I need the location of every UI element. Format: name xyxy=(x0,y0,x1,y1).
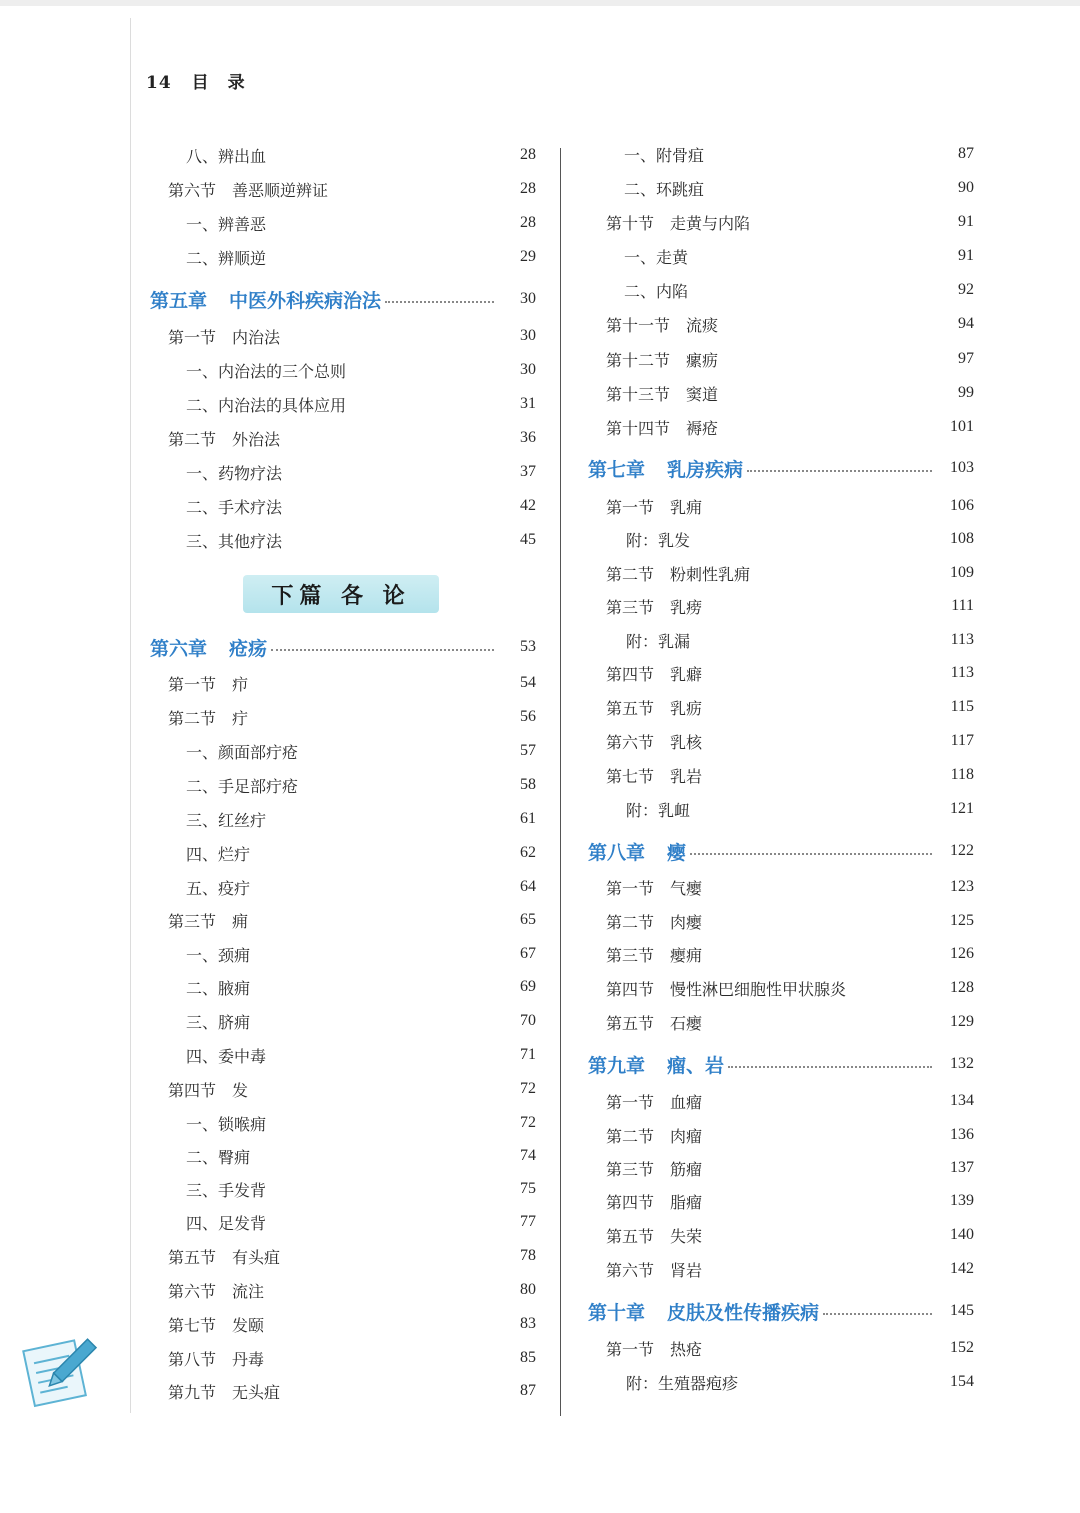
page-ref: 90 xyxy=(958,179,974,196)
entry-title: 第四节 乳癖 xyxy=(606,664,703,684)
toc-section-entry xyxy=(588,561,974,585)
toc-section-entry xyxy=(588,661,974,685)
toc-section-entry xyxy=(588,695,974,719)
chapter-title: 瘤、岩 xyxy=(667,1054,725,1077)
page-ref: 36 xyxy=(520,429,536,446)
entry-title: 第一节 内治法 xyxy=(168,327,281,347)
page-ref: 87 xyxy=(520,1382,536,1399)
page-ref: 72 xyxy=(520,1114,536,1131)
toc-item-entry xyxy=(150,1144,536,1168)
dot-leader xyxy=(271,649,494,651)
toc-appendix-entry xyxy=(588,628,974,652)
page-ref: 121 xyxy=(950,800,974,817)
toc-section-entry xyxy=(150,1346,536,1370)
page-ref: 28 xyxy=(520,214,536,231)
toc-item-entry xyxy=(150,1177,536,1201)
toc-item-entry xyxy=(150,1111,536,1135)
entry-title: 一、走黄 xyxy=(624,247,689,267)
toc-item-entry xyxy=(150,975,536,999)
entry-title: 二、环跳疽 xyxy=(624,179,705,199)
toc-item-entry xyxy=(588,244,974,268)
page-ref: 117 xyxy=(950,732,974,749)
page-ref: 70 xyxy=(520,1012,536,1029)
page-ref: 75 xyxy=(520,1180,536,1197)
page-ref: 109 xyxy=(950,564,974,581)
toc-section-entry xyxy=(588,210,974,234)
entry-title: 二、手术疗法 xyxy=(186,497,283,517)
entry-title: 第二节 外治法 xyxy=(168,429,281,449)
entry-title: 第四节 慢性淋巴细胞性甲状腺炎 xyxy=(606,979,847,999)
page-ref: 56 xyxy=(520,708,536,725)
toc-item-entry xyxy=(150,392,536,416)
page-ref: 111 xyxy=(951,597,974,614)
toc-appendix-entry xyxy=(588,1370,974,1394)
entry-title: 一、锁喉痈 xyxy=(186,1114,267,1134)
page-ref: 62 xyxy=(520,844,536,861)
entry-title: 三、红丝疔 xyxy=(186,810,267,830)
entry-title: 四、委中毒 xyxy=(186,1046,267,1066)
toc-item-entry xyxy=(588,142,974,166)
chapter-title: 瘿 xyxy=(667,841,687,864)
page-ref: 145 xyxy=(950,1302,974,1319)
chapter-heading xyxy=(150,634,267,661)
page-ref: 31 xyxy=(520,395,536,412)
toc-section-entry xyxy=(588,729,974,753)
page-ref: 29 xyxy=(520,248,536,265)
entry-title: 第二节 肉瘿 xyxy=(606,912,703,932)
toc-section-entry xyxy=(150,177,536,201)
entry-title: 第六节 乳核 xyxy=(606,732,703,752)
page-ref: 91 xyxy=(958,247,974,264)
page-ref: 72 xyxy=(520,1080,536,1097)
page-ref: 53 xyxy=(520,638,536,655)
entry-title: 五、疫疔 xyxy=(186,878,251,898)
entry-title: 附：乳漏 xyxy=(626,631,691,651)
entry-title: 第一节 乳痈 xyxy=(606,497,703,517)
entry-title: 第二节 粉刺性乳痈 xyxy=(606,564,751,584)
entry-title: 一、辨善恶 xyxy=(186,214,267,234)
page-ref: 97 xyxy=(958,350,974,367)
page-ref: 45 xyxy=(520,531,536,548)
page-ref: 113 xyxy=(950,664,974,681)
notepad-pencil-icon xyxy=(20,1330,100,1410)
entry-title: 四、足发背 xyxy=(186,1213,267,1233)
toc-section-entry xyxy=(588,1089,974,1113)
entry-title: 第三节 乳痨 xyxy=(606,597,703,617)
entry-title: 第三节 痈 xyxy=(168,911,249,931)
toc-item-entry xyxy=(150,494,536,518)
chapter-title: 皮肤及性传播疾病 xyxy=(667,1301,820,1324)
toc-chapter-entry xyxy=(588,1049,974,1079)
page-ref: 85 xyxy=(520,1349,536,1366)
toc-section-entry xyxy=(150,1312,536,1336)
dot-leader xyxy=(747,470,932,472)
page-ref: 129 xyxy=(950,1013,974,1030)
entry-title: 第四节 发 xyxy=(168,1080,249,1100)
entry-title: 第二节 疔 xyxy=(168,708,249,728)
page-ref: 140 xyxy=(950,1226,974,1243)
entry-title: 二、手足部疔疮 xyxy=(186,776,299,796)
entry-title: 第五节 有头疽 xyxy=(168,1247,281,1267)
toc-section-entry xyxy=(588,1189,974,1213)
entry-title: 二、内陷 xyxy=(624,281,689,301)
page-ref: 83 xyxy=(520,1315,536,1332)
entry-title: 第二节 肉瘤 xyxy=(606,1126,703,1146)
toc-section-entry xyxy=(150,908,536,932)
column-divider xyxy=(560,148,561,1416)
toc-section-entry xyxy=(588,415,974,439)
toc-section-entry xyxy=(588,1123,974,1147)
entry-title: 一、药物疗法 xyxy=(186,463,283,483)
entry-title: 二、臀痈 xyxy=(186,1147,251,1167)
entry-title: 第四节 脂瘤 xyxy=(606,1192,703,1212)
toc-section-entry xyxy=(588,312,974,336)
chapter-heading xyxy=(588,1051,724,1078)
toc-item-entry xyxy=(150,1043,536,1067)
chapter-number: 第七章 xyxy=(588,458,646,481)
page-ref: 106 xyxy=(950,497,974,514)
page-ref: 58 xyxy=(520,776,536,793)
page-ref: 118 xyxy=(950,766,974,783)
page-header xyxy=(146,68,246,93)
toc-section-entry xyxy=(150,1077,536,1101)
toc-section-entry xyxy=(588,942,974,966)
page-ref: 28 xyxy=(520,146,536,163)
entry-title: 第一节 血瘤 xyxy=(606,1092,703,1112)
entry-title: 第十节 走黄与内陷 xyxy=(606,213,751,233)
toc-section-entry xyxy=(588,763,974,787)
page-ref: 30 xyxy=(520,361,536,378)
toc-item-entry xyxy=(150,1009,536,1033)
entry-title: 三、脐痈 xyxy=(186,1012,251,1032)
dot-leader xyxy=(823,1313,932,1315)
page-ref: 113 xyxy=(950,631,974,648)
entry-title: 附：生殖器疱疹 xyxy=(626,1373,739,1393)
page-ref: 28 xyxy=(520,180,536,197)
page-ref: 142 xyxy=(950,1260,974,1277)
toc-section-entry xyxy=(588,1257,974,1281)
entry-title: 附：乳发 xyxy=(626,530,691,550)
entry-title: 第五节 石瘿 xyxy=(606,1013,703,1033)
page-ref: 37 xyxy=(520,463,536,480)
page-ref: 137 xyxy=(950,1159,974,1176)
toc-section-entry xyxy=(588,594,974,618)
entry-title: 第六节 善恶顺逆辨证 xyxy=(168,180,329,200)
page-ref: 115 xyxy=(950,698,974,715)
dot-leader xyxy=(728,1066,932,1068)
toc-section-entry xyxy=(588,1156,974,1180)
page-ref: 30 xyxy=(520,327,536,344)
entry-title: 三、手发背 xyxy=(186,1180,267,1200)
entry-title: 第九节 无头疽 xyxy=(168,1382,281,1402)
dot-leader xyxy=(385,301,494,303)
chapter-title: 中医外科疾病治法 xyxy=(229,289,382,312)
entry-title: 第一节 疖 xyxy=(168,674,249,694)
chapter-title: 疮疡 xyxy=(229,637,268,660)
page-ref: 134 xyxy=(950,1092,974,1109)
part-banner: 下篇 各 论 xyxy=(243,575,439,613)
top-edge-band xyxy=(0,0,1080,6)
page-ref: 154 xyxy=(950,1373,974,1390)
toc-section-entry xyxy=(588,1336,974,1360)
page-ref: 101 xyxy=(950,418,974,435)
chapter-number: 第六章 xyxy=(150,637,208,660)
entry-title: 附：乳衄 xyxy=(626,800,691,820)
entry-title: 第一节 热疮 xyxy=(606,1339,703,1359)
toc-section-entry xyxy=(588,381,974,405)
toc-item-entry xyxy=(150,807,536,831)
chapter-title: 乳房疾病 xyxy=(667,458,744,481)
page-ref: 65 xyxy=(520,911,536,928)
page-ref: 69 xyxy=(520,978,536,995)
page-ref: 92 xyxy=(958,281,974,298)
page-ref: 54 xyxy=(520,674,536,691)
dot-leader xyxy=(690,853,932,855)
entry-title: 第十三节 窦道 xyxy=(606,384,719,404)
entry-title: 第八节 丹毒 xyxy=(168,1349,265,1369)
header-title-2: 录 xyxy=(227,73,246,93)
toc-chapter-entry xyxy=(588,836,974,866)
chapter-heading xyxy=(588,838,686,865)
entry-title: 第十二节 瘰疬 xyxy=(606,350,719,370)
page-ref: 99 xyxy=(958,384,974,401)
toc-section-entry xyxy=(588,909,974,933)
page-ref: 78 xyxy=(520,1247,536,1264)
toc-item-entry xyxy=(150,245,536,269)
page-ref: 136 xyxy=(950,1126,974,1143)
entry-title: 一、颜面部疔疮 xyxy=(186,742,299,762)
page-ref: 139 xyxy=(950,1192,974,1209)
toc-chapter-entry xyxy=(588,1296,974,1326)
chapter-heading xyxy=(588,1298,819,1325)
entry-title: 第三节 瘿痈 xyxy=(606,945,703,965)
toc-item-entry xyxy=(150,358,536,382)
page-ref: 57 xyxy=(520,742,536,759)
page-ref: 108 xyxy=(950,530,974,547)
page-ref: 87 xyxy=(958,145,974,162)
page-ref: 91 xyxy=(958,213,974,230)
chapter-number: 第八章 xyxy=(588,841,646,864)
page-ref: 103 xyxy=(950,459,974,476)
toc-item-entry xyxy=(588,176,974,200)
toc-section-entry xyxy=(588,347,974,371)
toc-chapter-entry xyxy=(150,284,536,314)
page-margin-line xyxy=(130,18,131,1413)
entry-title: 一、颈痈 xyxy=(186,945,251,965)
entry-title: 第五节 乳疬 xyxy=(606,698,703,718)
entry-title: 第七节 乳岩 xyxy=(606,766,703,786)
toc-item-entry xyxy=(588,278,974,302)
page-ref: 152 xyxy=(950,1339,974,1356)
entry-title: 第五节 失荣 xyxy=(606,1226,703,1246)
entry-title: 八、辨出血 xyxy=(186,146,267,166)
toc-section-entry xyxy=(588,1010,974,1034)
toc-item-entry xyxy=(150,942,536,966)
toc-section-entry xyxy=(588,976,974,1000)
page-ref: 123 xyxy=(950,878,974,895)
page-ref: 132 xyxy=(950,1055,974,1072)
page-number: 14 xyxy=(146,73,172,93)
entry-title: 第十一节 流痰 xyxy=(606,315,719,335)
toc-chapter-entry xyxy=(588,453,974,483)
page-ref: 94 xyxy=(958,315,974,332)
toc-section-entry xyxy=(150,1244,536,1268)
toc-section-entry xyxy=(150,1379,536,1403)
toc-item-entry xyxy=(150,143,536,167)
chapter-number: 第五章 xyxy=(150,289,208,312)
toc-section-entry xyxy=(150,426,536,450)
toc-appendix-entry xyxy=(588,797,974,821)
page-ref: 74 xyxy=(520,1147,536,1164)
chapter-number: 第十章 xyxy=(588,1301,646,1324)
page-ref: 80 xyxy=(520,1281,536,1298)
page-ref: 67 xyxy=(520,945,536,962)
page-ref: 30 xyxy=(520,290,536,307)
entry-title: 第七节 发颐 xyxy=(168,1315,265,1335)
page-ref: 42 xyxy=(520,497,536,514)
entry-title: 第三节 筋瘤 xyxy=(606,1159,703,1179)
entry-title: 第十四节 褥疮 xyxy=(606,418,719,438)
toc-section-entry xyxy=(150,324,536,348)
toc-section-entry xyxy=(150,1278,536,1302)
entry-title: 第一节 气瘿 xyxy=(606,878,703,898)
page-ref: 126 xyxy=(950,945,974,962)
toc-item-entry xyxy=(150,460,536,484)
toc-item-entry xyxy=(150,211,536,235)
toc-appendix-entry xyxy=(588,527,974,551)
entry-title: 四、烂疔 xyxy=(186,844,251,864)
page-ref: 128 xyxy=(950,979,974,996)
page-ref: 61 xyxy=(520,810,536,827)
toc-item-entry xyxy=(150,528,536,552)
toc-section-entry xyxy=(150,671,536,695)
page-ref: 71 xyxy=(520,1046,536,1063)
entry-title: 第六节 肾岩 xyxy=(606,1260,703,1280)
page-ref: 125 xyxy=(950,912,974,929)
toc-item-entry xyxy=(150,875,536,899)
header-title-1: 目 xyxy=(191,73,210,93)
page-ref: 64 xyxy=(520,878,536,895)
page-ref: 77 xyxy=(520,1213,536,1230)
entry-title: 二、辨顺逆 xyxy=(186,248,267,268)
toc-item-entry xyxy=(150,773,536,797)
chapter-number: 第九章 xyxy=(588,1054,646,1077)
chapter-heading xyxy=(588,455,743,482)
toc-section-entry xyxy=(588,1223,974,1247)
toc-section-entry xyxy=(588,494,974,518)
toc-item-entry xyxy=(150,739,536,763)
toc-section-entry xyxy=(588,875,974,899)
toc-item-entry xyxy=(150,841,536,865)
entry-title: 一、内治法的三个总则 xyxy=(186,361,347,381)
toc-chapter-entry xyxy=(150,632,536,662)
entry-title: 三、其他疗法 xyxy=(186,531,283,551)
entry-title: 二、内治法的具体应用 xyxy=(186,395,347,415)
page-ref: 122 xyxy=(950,842,974,859)
toc-item-entry xyxy=(150,1210,536,1234)
chapter-heading xyxy=(150,286,381,313)
entry-title: 第六节 流注 xyxy=(168,1281,265,1301)
entry-title: 二、腋痈 xyxy=(186,978,251,998)
entry-title: 一、附骨疽 xyxy=(624,145,705,165)
toc-section-entry xyxy=(150,705,536,729)
